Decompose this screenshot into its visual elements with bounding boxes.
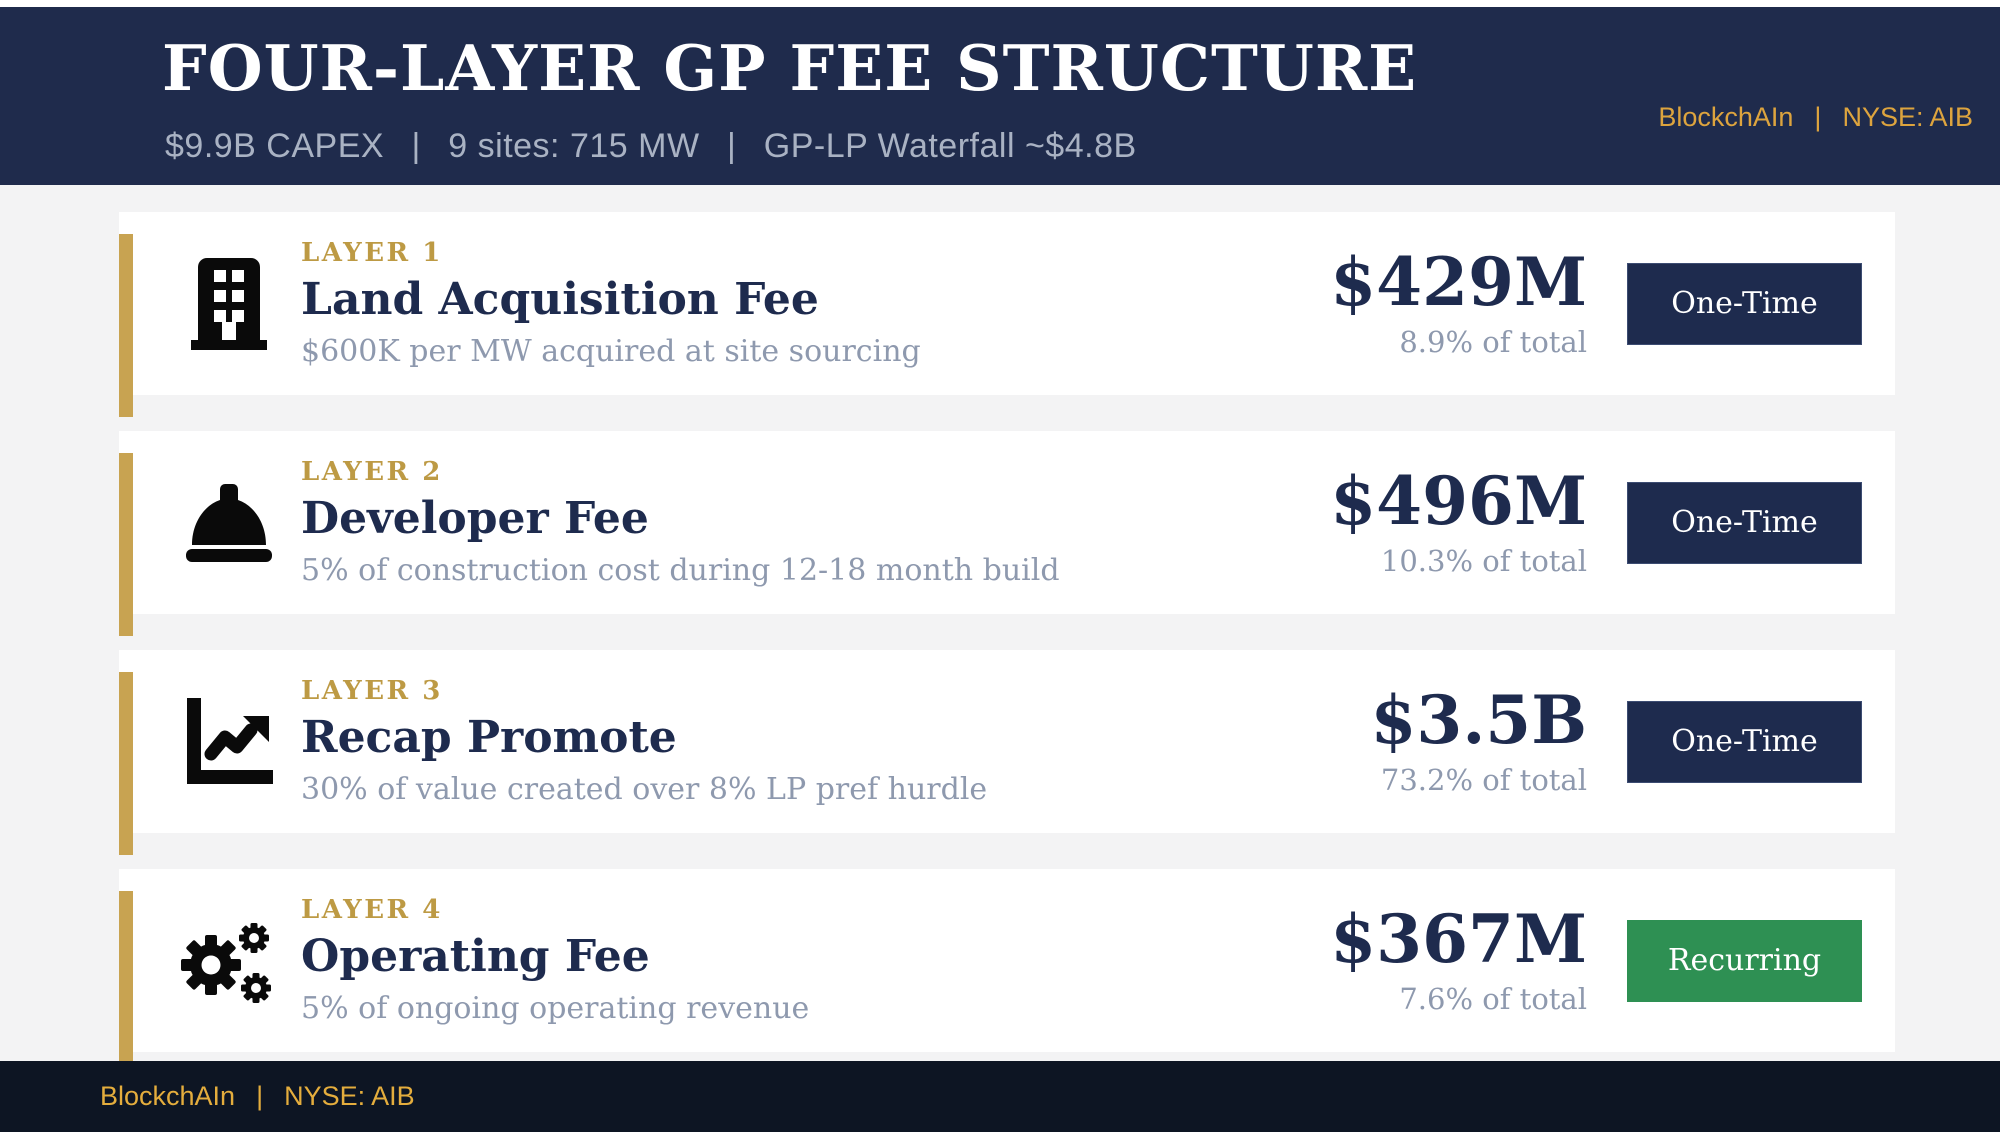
footer-band: [0, 1061, 2000, 1132]
footer-brand-ticker: BlockchAIn | NYSE: AIB: [100, 1081, 415, 1111]
brand-ticker: BlockchAIn | NYSE: AIB: [1658, 102, 1973, 132]
fee-layer-card-3: [119, 650, 1895, 833]
fee-layer-card-1: [119, 212, 1895, 395]
layer-label: LAYER 2: [301, 456, 443, 487]
fee-title: Recap Promote: [301, 711, 677, 763]
fee-text-block: [301, 238, 1330, 369]
fee-description: 5% of construction cost during 12-18 month build: [301, 553, 1060, 589]
one-time-badge: One-Time: [1627, 482, 1862, 564]
fee-layer-card-4: [119, 869, 1895, 1052]
fee-text-block: [301, 457, 1330, 588]
fee-amount: $496M: [1330, 461, 1587, 540]
chart-line-icon: [177, 690, 281, 794]
fee-description: 30% of value created over 8% LP pref hurdle: [301, 772, 988, 808]
hard-hat-icon: [177, 471, 281, 575]
fee-layer-card-2: [119, 431, 1895, 614]
gold-accent-bar: [119, 234, 133, 417]
fee-title: Land Acquisition Fee: [301, 273, 819, 325]
fee-text-block: [301, 676, 1370, 807]
fee-share-of-total: 73.2% of total: [1380, 762, 1587, 797]
fee-amount-block: [1330, 242, 1587, 359]
fee-share-of-total: 8.9% of total: [1399, 324, 1587, 359]
one-time-badge: One-Time: [1627, 263, 1862, 345]
top-margin-strip: [0, 0, 2000, 7]
fee-share-of-total: 7.6% of total: [1399, 981, 1587, 1016]
gold-accent-bar: [119, 672, 133, 855]
layer-label: LAYER 3: [301, 675, 443, 706]
fee-description: 5% of ongoing operating revenue: [301, 991, 810, 1027]
fee-layers-list: [119, 212, 1895, 1088]
gold-accent-bar: [119, 453, 133, 636]
one-time-badge: One-Time: [1627, 701, 1862, 783]
fee-amount: $3.5B: [1370, 680, 1587, 759]
fee-text-block: [301, 895, 1330, 1026]
fee-description: $600K per MW acquired at site sourcing: [301, 334, 921, 370]
layer-label: LAYER 4: [301, 894, 443, 925]
fee-share-of-total: 10.3% of total: [1380, 543, 1587, 578]
page-title: FOUR-LAYER GP FEE STRUCTURE: [162, 31, 1418, 105]
gold-accent-bar: [119, 891, 133, 1074]
recurring-badge: Recurring: [1627, 920, 1862, 1002]
page-subtitle: $9.9B CAPEX | 9 sites: 715 MW | GP-LP Waterfall ~$4.8B: [165, 127, 1137, 165]
fee-amount-block: [1370, 680, 1587, 797]
fee-amount-block: [1330, 461, 1587, 578]
fee-title: Operating Fee: [301, 930, 650, 982]
fee-amount-block: [1330, 899, 1587, 1016]
building-icon: [177, 252, 281, 356]
layer-label: LAYER 1: [301, 237, 443, 268]
fee-amount: $367M: [1330, 899, 1587, 978]
fee-amount: $429M: [1330, 242, 1587, 321]
header-band: [0, 7, 2000, 185]
gears-icon: [177, 909, 281, 1013]
fee-title: Developer Fee: [301, 492, 649, 544]
